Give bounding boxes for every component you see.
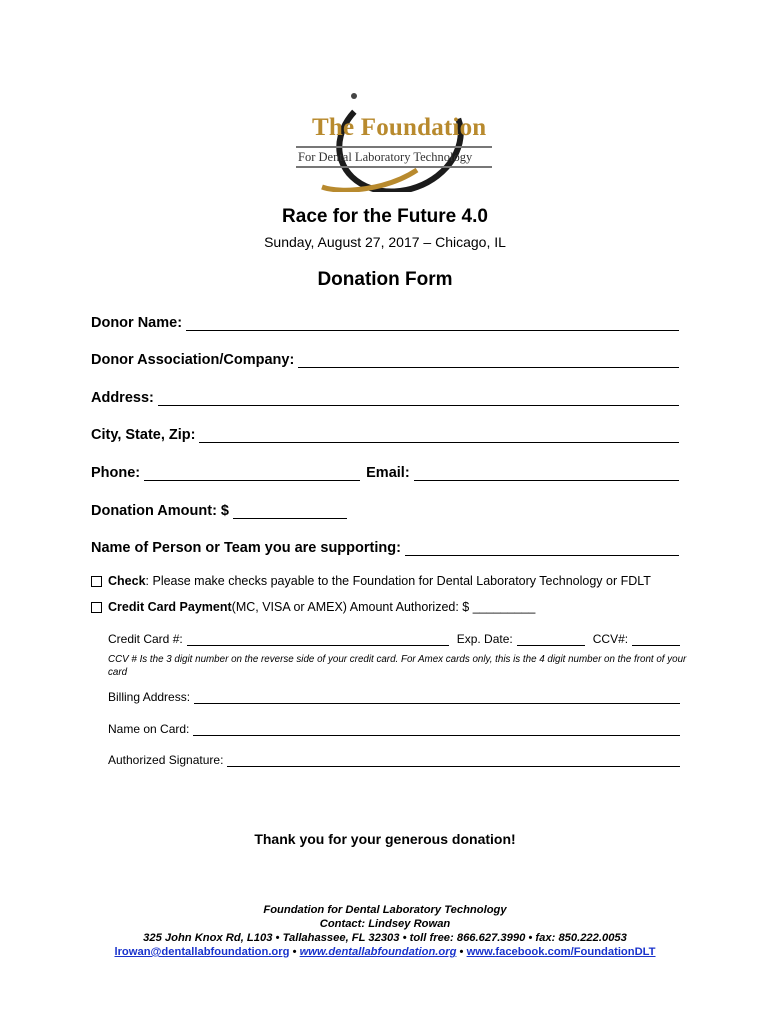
amount-label: Donation Amount: $ [91, 503, 229, 519]
website-link[interactable]: www.dentallabfoundation.org [299, 946, 457, 958]
footer-address: 325 John Knox Rd, L103 • Tallahassee, FL 32303 • toll free: 866.627.3990 • fax: 850.222.0053 [143, 932, 627, 944]
logo-rule-bottom [296, 166, 492, 168]
donor-name-field[interactable] [186, 316, 679, 331]
association-field[interactable] [298, 353, 679, 368]
ccv-label: CCV#: [592, 632, 629, 646]
check-checkbox[interactable] [91, 576, 102, 587]
credit-option [91, 600, 535, 614]
signature-label: Authorized Signature: [108, 753, 224, 767]
ccv-note: CCV # Is the 3 digit number on the reverse side of your credit card. For Amex cards only, this is the 4 digit number on the front of your card [108, 654, 687, 678]
name-on-card-label: Name on Card: [108, 722, 190, 736]
credit-text: (MC, VISA or AMEX) Amount Authorized: $ _________ [231, 600, 536, 614]
billing-label: Billing Address: [108, 690, 191, 704]
email-link[interactable]: lrowan@dentallabfoundation.org [114, 946, 290, 958]
footer-separator: • [456, 946, 467, 958]
city-row [91, 421, 679, 443]
event-subtitle: Sunday, August 27, 2017 – Chicago, IL [264, 234, 506, 250]
address-row [91, 384, 679, 406]
name-on-card-field[interactable] [193, 723, 680, 736]
amount-field[interactable] [233, 504, 347, 519]
thanks-message: Thank you for your generous donation! [254, 831, 516, 847]
check-text: : Please make checks payable to the Foundation for Dental Laboratory Technology or FDLT [145, 574, 651, 588]
footer-links [0, 946, 770, 958]
facebook-link[interactable]: www.facebook.com/FoundationDLT [466, 946, 656, 958]
credit-label: Credit Card Payment [108, 600, 232, 614]
donor-name-row [91, 309, 679, 331]
exp-label: Exp. Date: [456, 632, 513, 646]
footer-separator: • [289, 946, 300, 958]
phone-label: Phone: [91, 465, 141, 481]
foundation-logo [292, 82, 502, 192]
credit-checkbox[interactable] [91, 602, 102, 613]
supporting-field[interactable] [405, 541, 679, 556]
email-field[interactable] [414, 466, 679, 481]
phone-field[interactable] [144, 466, 360, 481]
billing-row [108, 686, 680, 704]
supporting-label: Name of Person or Team you are supporting: [91, 540, 401, 556]
name-on-card-row [108, 718, 680, 736]
logo-rule-top [296, 146, 492, 148]
association-row [91, 346, 679, 368]
phone-email-row [91, 459, 679, 481]
address-label: Address: [91, 390, 154, 406]
address-field[interactable] [158, 391, 679, 406]
signature-field[interactable] [227, 754, 680, 767]
card-number-field[interactable] [187, 633, 449, 646]
logo-subtitle: For Dental Laboratory Technology [298, 150, 473, 164]
card-number-label: Credit Card #: [108, 632, 183, 646]
event-title: Race for the Future 4.0 [282, 206, 488, 227]
check-label: Check [108, 574, 146, 588]
exp-field[interactable] [517, 633, 585, 646]
form-title: Donation Form [317, 269, 453, 290]
city-label: City, State, Zip: [91, 427, 196, 443]
city-field[interactable] [199, 428, 679, 443]
billing-field[interactable] [194, 691, 680, 704]
donor-name-label: Donor Name: [91, 315, 183, 331]
email-label: Email: [366, 465, 410, 481]
logo-title: The Foundation [312, 114, 487, 141]
footer-org: Foundation for Dental Laboratory Technology [263, 904, 507, 916]
signature-row [108, 749, 680, 767]
supporting-row [91, 534, 679, 556]
check-option [91, 574, 651, 588]
footer-contact: Contact: Lindsey Rowan [319, 918, 451, 930]
amount-row [91, 497, 679, 519]
card-number-row [108, 628, 680, 646]
ccv-field[interactable] [632, 633, 680, 646]
association-label: Donor Association/Company: [91, 352, 295, 368]
